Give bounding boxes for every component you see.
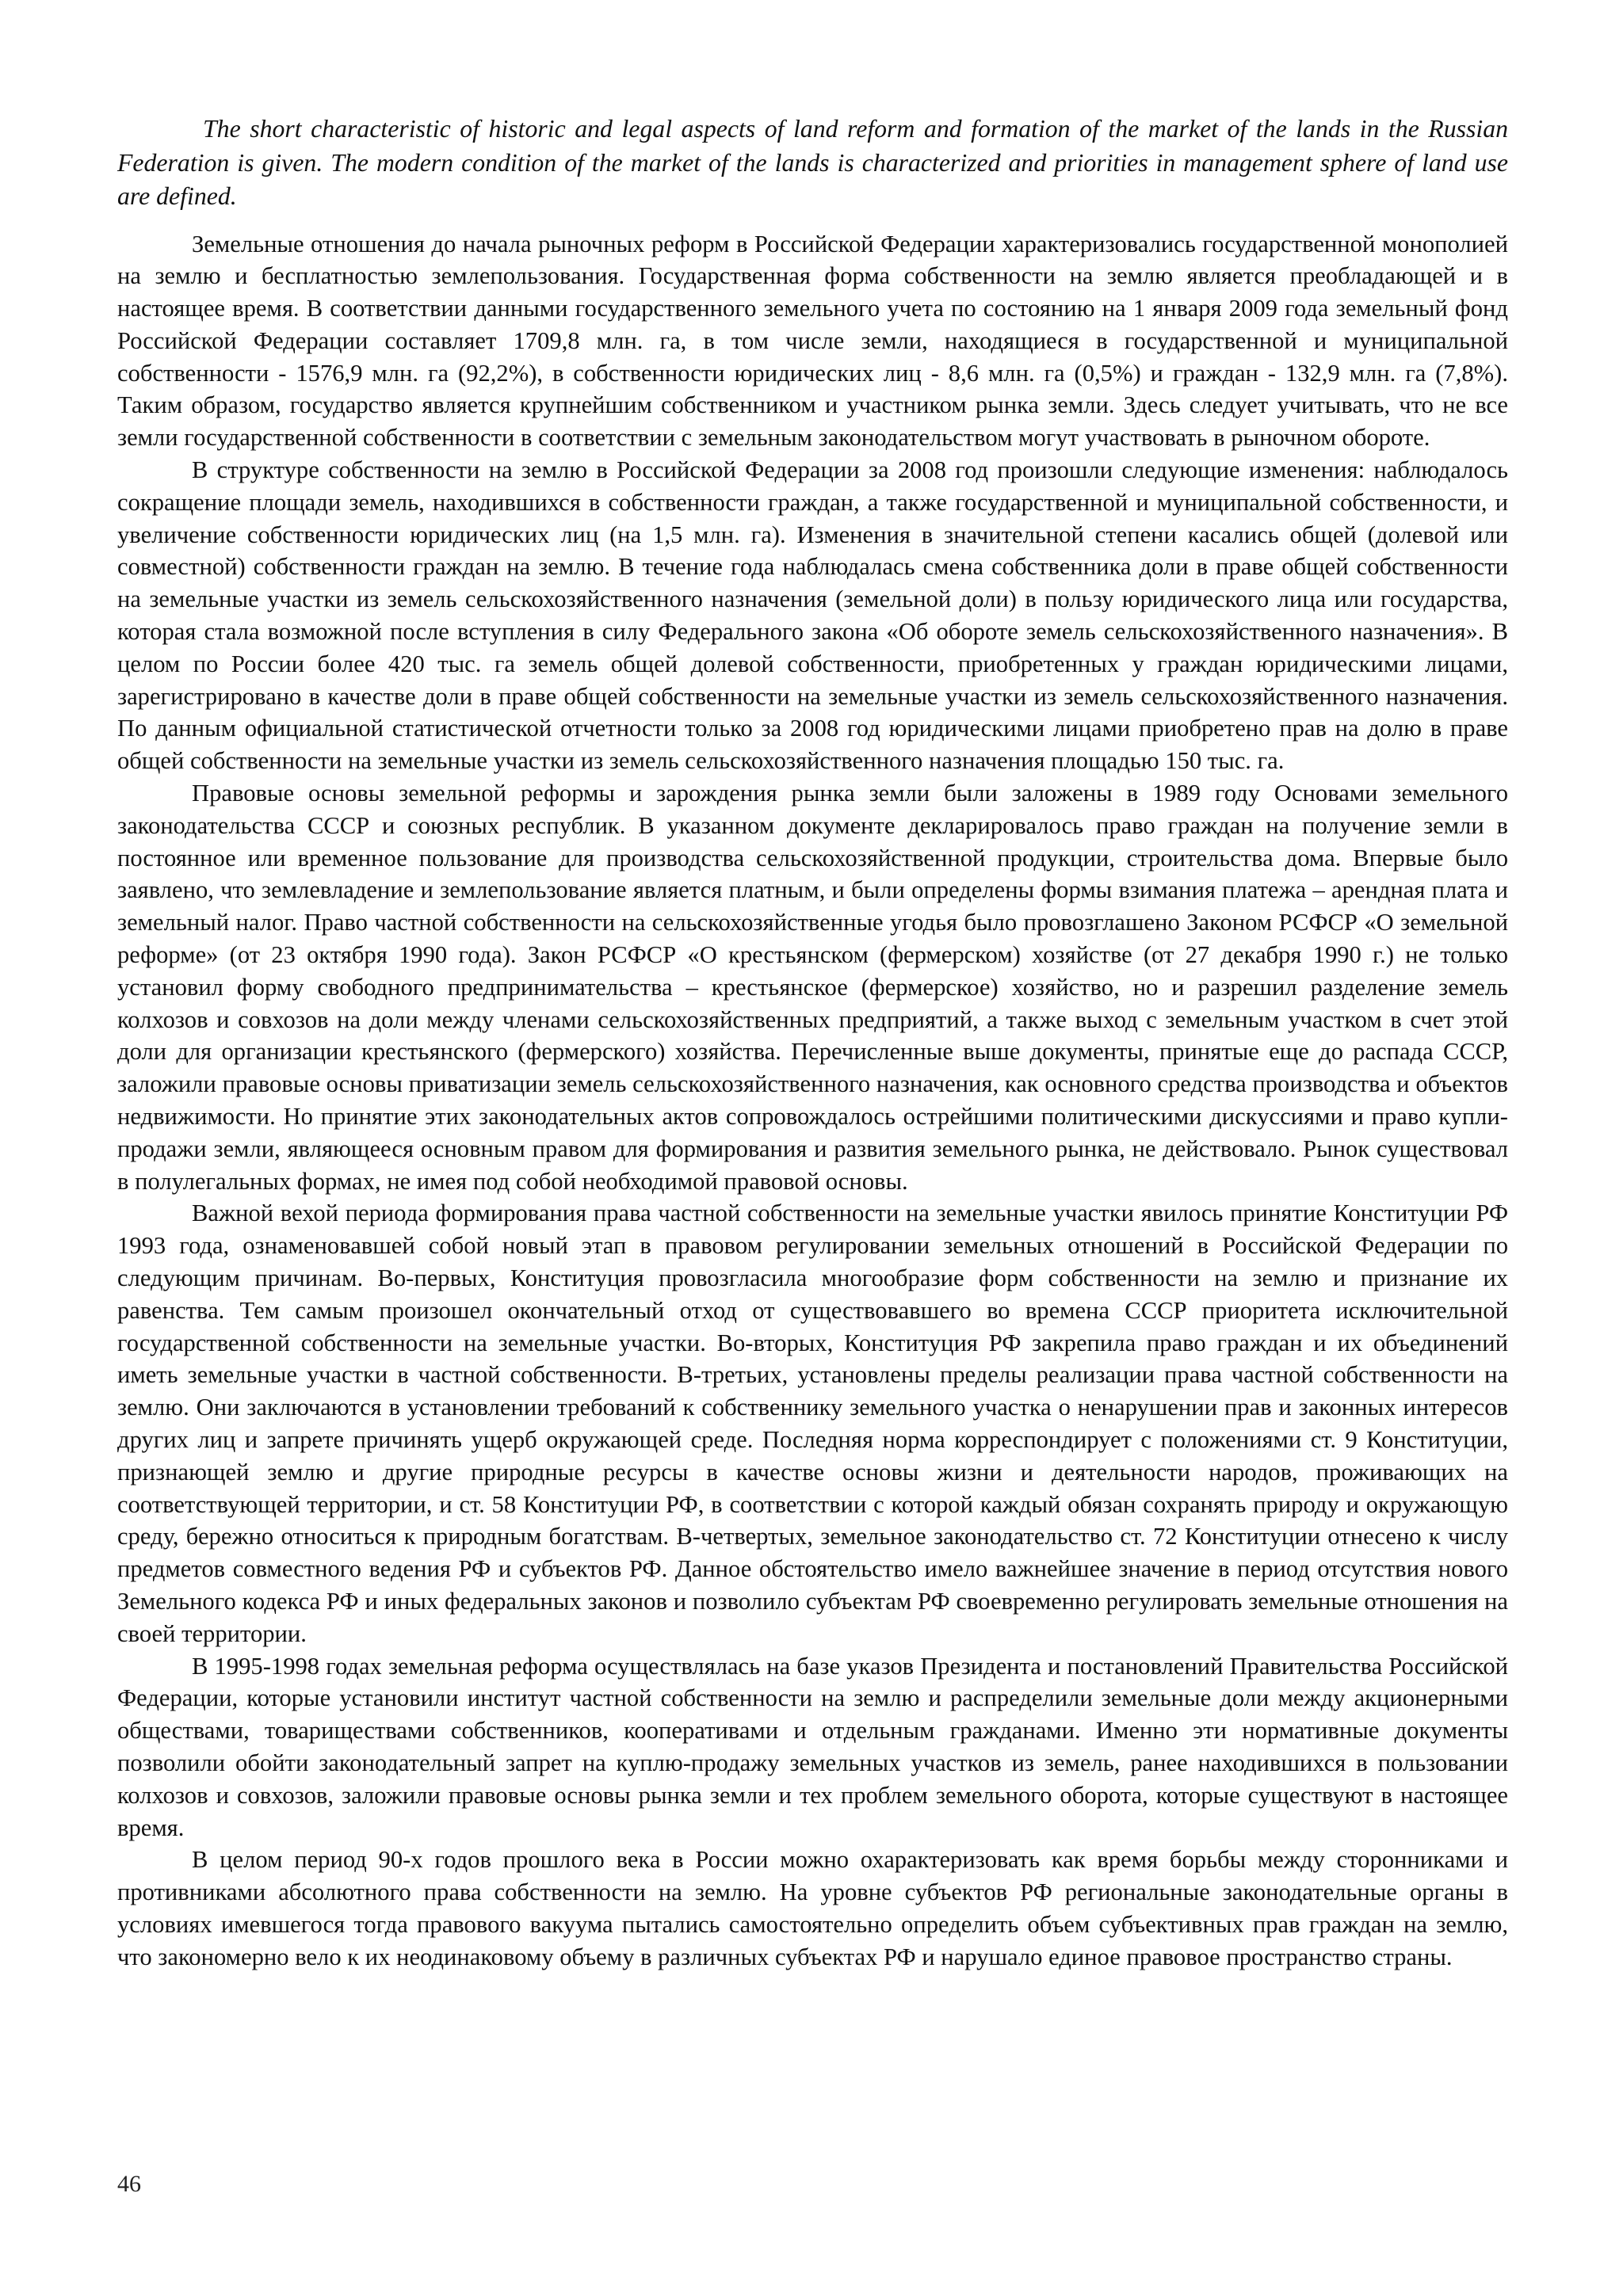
paragraph-4: Важной вехой периода формирования права частной собственности на земельные участки явилось принятие Конституции РФ 1993 года, ознаменовавшей собой новый этап в правовом регулировании земельных отношений в Российской Федерации по следующим причинам. Во-первых, Конституция провозгласила многообразие форм собственности на землю и признание их равенства. Тем самым произошел окончательный отход от существовавшего во времена СССР приоритета исключительной государственной собственности на земельные участки. Во-вторых, Конституция РФ закрепила право граждан и их объединений иметь земельные участки в частной собственности. В-третьих, установлены пределы реализации права частной собственности на землю. Они заключаются в установлении требований к собственнику земельного участка о ненарушении прав и законных интересов других лиц и запрете причинять ущерб окружающей среде. Последняя норма корреспондирует с положениями ст. 9 Конституции, признающей землю и другие природные ресурсы в качестве основы жизни и деятельности народов, проживающих на соответствующей территории, и ст. 58 Конституции РФ, в соответствии с которой каждый обязан сохранять природу и окружающую среду, бережно относиться к природным богатствам. В-четвертых, земельное законодательство ст. 72 Конституции отнесено к числу предметов совместного ведения РФ и субъектов РФ. Данное обстоятельство имело важнейшее значение в период отсутствия нового Земельного кодекса РФ и иных федеральных законов и позволило субъектам РФ своевременно регулировать земельные отношения на своей территории.	[117, 1199, 1508, 1647]
page-number: 46	[117, 2171, 141, 2197]
paragraph-5: В 1995-1998 годах земельная реформа осуществлялась на базе указов Президента и постановлений Правительства Российской Федерации, которые установили институт частной собственности на землю и распределили земельные доли между акционерными обществами, товариществами собственников, кооперативами и отдельным гражданами. Именно эти нормативные документы позволили обойти законодательный запрет на куплю-продажу земельных участков из земель, ранее находившихся в пользовании колхозов и совхозов, заложили правовые основы рынка земли и тех проблем земельного оборота, которые существуют в настоящее время.	[117, 1652, 1508, 1841]
paragraph-6: В целом период 90-х годов прошлого века в России можно охарактеризовать как время борьбы между сторонниками и противниками абсолютного права собственности на землю. На уровне субъектов РФ региональные законодательные органы в условиях имевшегося тогда правового вакуума пытались самостоятельно определить объем субъективных прав граждан на землю, что закономерно вело к их неодинаковому объему в различных субъектах РФ и нарушало единое правовое пространство страны.	[117, 1846, 1508, 1970]
paragraph-1: Земельные отношения до начала рыночных реформ в Российской Федерации характеризовались государственной монополией на землю и бесплатностью землепользования. Государственная форма собственности на землю является преобладающей и в настоящее время. В соответствии данными государственного земельного учета по состоянию на 1 января 2009 года земельный фонд Российской Федерации составляет 1709,8 млн. га, в том числе земли, находящиеся в государственной и муниципальной собственности - 1576,9 млн. га (92,2%), в собственности юридических лиц - 8,6 млн. га (0,5%) и граждан - 132,9 млн. га (7,8%). Таким образом, государство является крупнейшим собственником и участником рынка земли. Здесь следует учитывать, что не все земли государственной собственности в соответствии с земельным законодательством могут участвовать в рыночном обороте.	[117, 230, 1508, 452]
paragraph-2: В структуре собственности на землю в Российской Федерации за 2008 год произошли следующие изменения: наблюдалось сокращение площади земель, находившихся в собственности граждан, а также государственной и муниципальной собственности, и увеличение собственности юридических лиц (на 1,5 млн. га). Изменения в значительной степени касались общей (долевой или совместной) собственности граждан на землю. В течение года наблюдалась смена собственника доли в праве общей собственности на земельные участки из земель сельскохозяйственного назначения (земельной доли) в пользу юридического лица или государства, которая стала возможной после вступления в силу Федерального закона «Об обороте земель сельскохозяйственного назначения». В целом по России более 420 тыс. га земель общей долевой собственности, приобретенных у граждан юридическими лицами, зарегистрировано в качестве доли в праве общей собственности на земельные участки из земель сельскохозяйственного назначения. По данным официальной статистической отчетности только за 2008 год юридическими лицами приобретено прав на долю в праве общей собственности на земельные участки из земель сельскохозяйственного назначения площадью 150 тыс. га.	[117, 456, 1508, 775]
abstract-english: The short characteristic of historic and legal aspects of land reform and formation of the market of the lands in the Russian Federation is given. The modern condition of the market of the lands is characterized and priorities in management sphere of land use are defined.	[117, 115, 1508, 210]
paragraph-3: Правовые основы земельной реформы и зарождения рынка земли были заложены в 1989 году Основами земельного законодательства СССР и союзных республик. В указанном документе декларировалось право граждан на получение земли в постоянное или временное пользование для производства сельскохозяйственной продукции, строительства дома. Впервые было заявлено, что землевладение и землепользование является платным, и были определены формы взимания платежа – арендная плата и земельный налог. Право частной собственности на сельскохозяйственные угодья было провозглашено Законом РСФСР «О земельной реформе» (от 23 октября 1990 года). Закон РСФСР «О крестьянском (фермерском) хозяйстве (от 27 декабря 1990 г.) не только установил форму свободного предпринимательства – крестьянское (фермерское) хозяйство, но и разрешил разделение земель колхозов и совхозов на доли между членами сельскохозяйственных предприятий, а также выход с земельным участком в счет этой доли для организации крестьянского (фермерского) хозяйства. Перечисленные выше документы, принятые еще до распада СССР, заложили правовые основы приватизации земель сельскохозяйственного назначения, как основного средства производства и объектов недвижимости. Но принятие этих законодательных актов сопровождалось острейшими политическими дискуссиями и право купли-продажи земли, являющееся основным правом для формирования и развития земельного рынка, не действовало. Рынок существовал в полулегальных формах, не имея под собой необходимой правовой основы.	[117, 780, 1508, 1195]
article-body	[117, 113, 1508, 1974]
